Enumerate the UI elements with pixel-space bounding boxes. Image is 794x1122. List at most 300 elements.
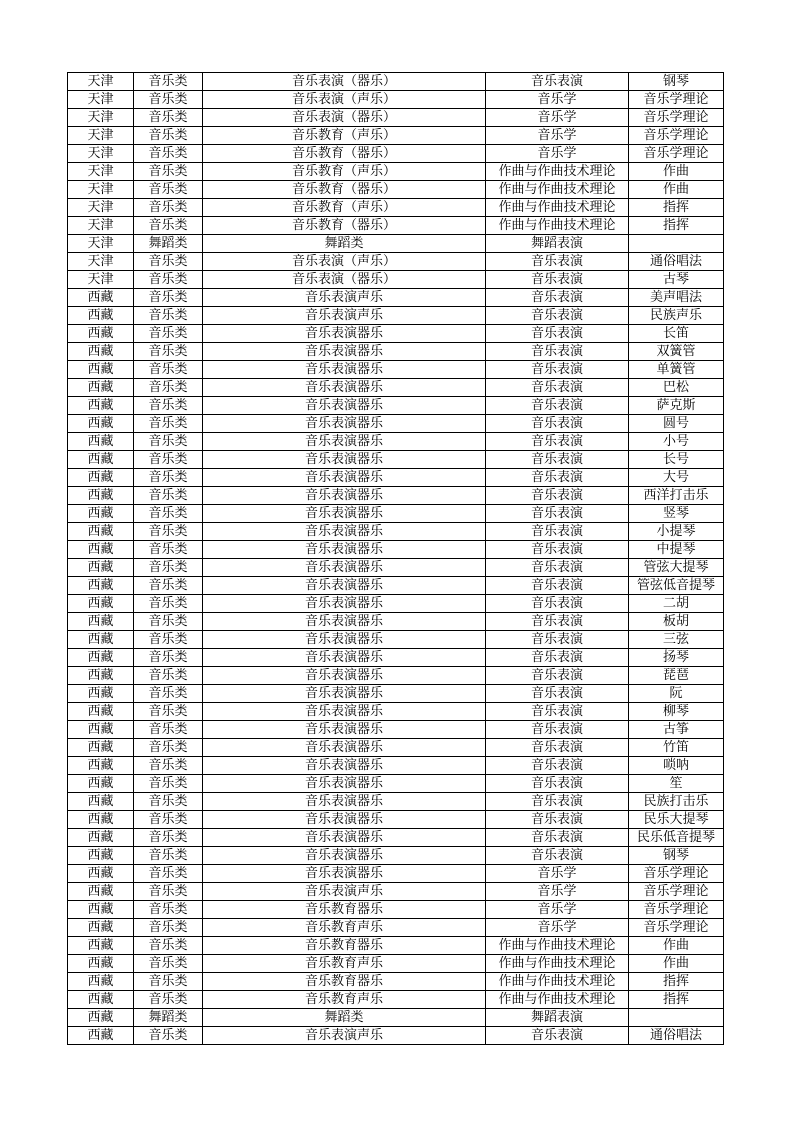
table-row [68,973,724,991]
category-cell: 音乐类 [134,703,203,721]
exam-category-cell: 音乐教育声乐 [203,919,486,937]
direction-cell: 指挥 [629,973,724,991]
category-cell: 音乐类 [134,847,203,865]
province-cell: 西藏 [68,829,134,847]
direction-cell: 古琴 [629,271,724,289]
table-row [68,109,724,127]
category-cell: 音乐类 [134,181,203,199]
major-cell: 音乐表演 [486,613,629,631]
table-row [68,469,724,487]
exam-category-cell: 音乐表演声乐 [203,883,486,901]
province-cell: 天津 [68,181,134,199]
category-cell: 音乐类 [134,253,203,271]
direction-cell: 钢琴 [629,847,724,865]
category-cell: 音乐类 [134,109,203,127]
exam-category-cell: 音乐教育（器乐） [203,145,486,163]
table-row [68,649,724,667]
province-cell: 西藏 [68,757,134,775]
direction-cell: 双簧管 [629,343,724,361]
category-cell: 音乐类 [134,883,203,901]
table-row [68,775,724,793]
exam-category-cell: 音乐教育（声乐） [203,199,486,217]
category-cell: 音乐类 [134,559,203,577]
exam-category-cell: 音乐表演器乐 [203,451,486,469]
province-cell: 西藏 [68,955,134,973]
category-cell: 音乐类 [134,451,203,469]
province-cell: 天津 [68,271,134,289]
table-row [68,379,724,397]
direction-cell [629,1009,724,1027]
direction-cell: 长号 [629,451,724,469]
exam-category-cell: 音乐表演器乐 [203,595,486,613]
exam-category-cell: 音乐教育（器乐） [203,181,486,199]
exam-category-cell: 音乐表演器乐 [203,415,486,433]
major-cell: 音乐表演 [486,307,629,325]
table-row [68,829,724,847]
direction-cell: 板胡 [629,613,724,631]
table-row [68,289,724,307]
category-cell: 音乐类 [134,649,203,667]
province-cell: 西藏 [68,577,134,595]
table-row [68,667,724,685]
direction-cell: 阮 [629,685,724,703]
direction-cell: 音乐学理论 [629,901,724,919]
category-cell: 音乐类 [134,163,203,181]
major-cell: 音乐表演 [486,397,629,415]
direction-cell: 民族声乐 [629,307,724,325]
direction-cell: 大号 [629,469,724,487]
exam-category-cell: 音乐教育器乐 [203,973,486,991]
province-cell: 西藏 [68,595,134,613]
province-cell: 天津 [68,235,134,253]
province-cell: 天津 [68,163,134,181]
direction-cell: 作曲 [629,181,724,199]
province-cell: 西藏 [68,901,134,919]
table-row [68,127,724,145]
table-row [68,631,724,649]
major-cell: 音乐表演 [486,559,629,577]
direction-cell: 美声唱法 [629,289,724,307]
direction-cell: 小号 [629,433,724,451]
exam-category-cell: 音乐表演器乐 [203,559,486,577]
major-cell: 音乐表演 [486,433,629,451]
direction-cell: 音乐学理论 [629,91,724,109]
table-row [68,1009,724,1027]
exam-category-cell: 音乐教育（声乐） [203,127,486,145]
province-cell: 西藏 [68,883,134,901]
province-cell: 西藏 [68,469,134,487]
category-cell: 音乐类 [134,937,203,955]
table-row [68,451,724,469]
major-cell: 音乐表演 [486,793,629,811]
exam-category-cell: 舞蹈类 [203,1009,486,1027]
province-cell: 西藏 [68,379,134,397]
province-cell: 西藏 [68,1009,134,1027]
province-cell: 西藏 [68,541,134,559]
data-table [67,72,724,1045]
exam-category-cell: 音乐教育声乐 [203,991,486,1009]
province-cell: 西藏 [68,739,134,757]
exam-category-cell: 音乐教育器乐 [203,901,486,919]
table-row [68,523,724,541]
category-cell: 音乐类 [134,199,203,217]
direction-cell: 指挥 [629,199,724,217]
table-row [68,199,724,217]
category-cell: 音乐类 [134,613,203,631]
table-row [68,703,724,721]
table-row [68,145,724,163]
table-row [68,577,724,595]
province-cell: 西藏 [68,307,134,325]
table-row [68,865,724,883]
table-row [68,559,724,577]
exam-category-cell: 音乐表演器乐 [203,379,486,397]
exam-category-cell: 音乐表演（器乐） [203,271,486,289]
major-cell: 音乐表演 [486,703,629,721]
exam-category-cell: 音乐表演器乐 [203,739,486,757]
category-cell: 音乐类 [134,919,203,937]
table-row [68,217,724,235]
exam-category-cell: 音乐表演器乐 [203,757,486,775]
direction-cell: 音乐学理论 [629,865,724,883]
category-cell: 音乐类 [134,829,203,847]
direction-cell: 通俗唱法 [629,253,724,271]
table-row [68,541,724,559]
major-cell: 音乐表演 [486,757,629,775]
exam-category-cell: 音乐表演器乐 [203,847,486,865]
direction-cell: 指挥 [629,991,724,1009]
major-cell: 音乐表演 [486,451,629,469]
major-cell: 音乐表演 [486,415,629,433]
exam-category-cell: 音乐表演器乐 [203,433,486,451]
category-cell: 音乐类 [134,379,203,397]
major-cell: 音乐表演 [486,505,629,523]
direction-cell: 民族打击乐 [629,793,724,811]
province-cell: 天津 [68,199,134,217]
direction-cell: 通俗唱法 [629,1027,724,1045]
category-cell: 音乐类 [134,901,203,919]
category-cell: 音乐类 [134,145,203,163]
province-cell: 西藏 [68,487,134,505]
exam-category-cell: 音乐表演器乐 [203,523,486,541]
province-cell: 西藏 [68,325,134,343]
exam-category-cell: 音乐表演器乐 [203,613,486,631]
major-cell: 音乐表演 [486,577,629,595]
category-cell: 音乐类 [134,973,203,991]
exam-category-cell: 音乐表演器乐 [203,865,486,883]
exam-category-cell: 音乐表演器乐 [203,793,486,811]
table-row [68,1027,724,1045]
exam-category-cell: 音乐表演器乐 [203,829,486,847]
table-row [68,307,724,325]
table-row [68,739,724,757]
major-cell: 音乐学 [486,919,629,937]
province-cell: 天津 [68,109,134,127]
table-row [68,613,724,631]
major-cell: 舞蹈表演 [486,235,629,253]
direction-cell: 音乐学理论 [629,919,724,937]
table-row [68,397,724,415]
province-cell: 西藏 [68,631,134,649]
category-cell: 音乐类 [134,811,203,829]
province-cell: 西藏 [68,937,134,955]
direction-cell [629,235,724,253]
direction-cell: 音乐学理论 [629,109,724,127]
table-body [68,73,724,1045]
province-cell: 西藏 [68,703,134,721]
major-cell: 音乐表演 [486,343,629,361]
province-cell: 西藏 [68,865,134,883]
table-row [68,343,724,361]
major-cell: 音乐表演 [486,847,629,865]
category-cell: 音乐类 [134,595,203,613]
province-cell: 西藏 [68,613,134,631]
direction-cell: 竹笛 [629,739,724,757]
category-cell: 音乐类 [134,73,203,91]
major-cell: 音乐表演 [486,595,629,613]
province-cell: 西藏 [68,433,134,451]
category-cell: 音乐类 [134,865,203,883]
major-cell: 音乐表演 [486,379,629,397]
exam-category-cell: 音乐教育器乐 [203,937,486,955]
major-cell: 音乐学 [486,109,629,127]
table-row [68,685,724,703]
major-cell: 音乐表演 [486,523,629,541]
exam-category-cell: 音乐表演器乐 [203,775,486,793]
exam-category-cell: 音乐表演器乐 [203,721,486,739]
province-cell: 天津 [68,253,134,271]
province-cell: 西藏 [68,451,134,469]
province-cell: 西藏 [68,523,134,541]
category-cell: 音乐类 [134,775,203,793]
exam-category-cell: 音乐表演器乐 [203,703,486,721]
table-row [68,595,724,613]
major-cell: 音乐表演 [486,649,629,667]
direction-cell: 钢琴 [629,73,724,91]
province-cell: 天津 [68,217,134,235]
exam-category-cell: 音乐表演声乐 [203,1027,486,1045]
province-cell: 天津 [68,91,134,109]
exam-category-cell: 音乐表演器乐 [203,667,486,685]
major-cell: 音乐表演 [486,325,629,343]
major-cell: 音乐表演 [486,253,629,271]
major-cell: 音乐表演 [486,631,629,649]
table-row [68,433,724,451]
direction-cell: 单簧管 [629,361,724,379]
major-cell: 作曲与作曲技术理论 [486,955,629,973]
category-cell: 音乐类 [134,991,203,1009]
category-cell: 音乐类 [134,631,203,649]
major-cell: 音乐学 [486,91,629,109]
direction-cell: 唢呐 [629,757,724,775]
category-cell: 音乐类 [134,577,203,595]
direction-cell: 琵琶 [629,667,724,685]
direction-cell: 音乐学理论 [629,883,724,901]
major-cell: 音乐学 [486,883,629,901]
major-cell: 舞蹈表演 [486,1009,629,1027]
category-cell: 音乐类 [134,433,203,451]
direction-cell: 圆号 [629,415,724,433]
province-cell: 天津 [68,145,134,163]
major-cell: 音乐表演 [486,829,629,847]
direction-cell: 作曲 [629,937,724,955]
province-cell: 西藏 [68,559,134,577]
category-cell: 音乐类 [134,91,203,109]
province-cell: 西藏 [68,919,134,937]
major-cell: 音乐学 [486,127,629,145]
table-row [68,883,724,901]
province-cell: 天津 [68,127,134,145]
table-row [68,937,724,955]
table-row [68,991,724,1009]
exam-category-cell: 音乐教育声乐 [203,955,486,973]
exam-category-cell: 音乐表演器乐 [203,469,486,487]
major-cell: 作曲与作曲技术理论 [486,163,629,181]
major-cell: 音乐学 [486,901,629,919]
direction-cell: 竖琴 [629,505,724,523]
category-cell: 音乐类 [134,523,203,541]
direction-cell: 三弦 [629,631,724,649]
province-cell: 西藏 [68,991,134,1009]
province-cell: 西藏 [68,793,134,811]
major-cell: 音乐表演 [486,667,629,685]
major-cell: 音乐表演 [486,487,629,505]
province-cell: 西藏 [68,289,134,307]
table-row [68,361,724,379]
category-cell: 音乐类 [134,307,203,325]
direction-cell: 管弦低音提琴 [629,577,724,595]
province-cell: 西藏 [68,811,134,829]
category-cell: 音乐类 [134,739,203,757]
major-cell: 音乐表演 [486,811,629,829]
exam-category-cell: 音乐表演器乐 [203,397,486,415]
exam-category-cell: 音乐表演器乐 [203,631,486,649]
table-row [68,847,724,865]
province-cell: 西藏 [68,847,134,865]
major-cell: 音乐表演 [486,469,629,487]
direction-cell: 民乐低音提琴 [629,829,724,847]
table-row [68,955,724,973]
category-cell: 音乐类 [134,361,203,379]
category-cell: 音乐类 [134,469,203,487]
exam-category-cell: 音乐表演（声乐） [203,253,486,271]
category-cell: 音乐类 [134,325,203,343]
province-cell: 西藏 [68,505,134,523]
direction-cell: 长笛 [629,325,724,343]
province-cell: 西藏 [68,397,134,415]
category-cell: 音乐类 [134,487,203,505]
category-cell: 音乐类 [134,343,203,361]
exam-category-cell: 音乐表演（器乐） [203,109,486,127]
exam-category-cell: 音乐教育（声乐） [203,163,486,181]
direction-cell: 萨克斯 [629,397,724,415]
major-cell: 作曲与作曲技术理论 [486,937,629,955]
exam-category-cell: 音乐表演器乐 [203,577,486,595]
major-cell: 音乐表演 [486,721,629,739]
direction-cell: 二胡 [629,595,724,613]
exam-category-cell: 音乐表演器乐 [203,325,486,343]
exam-category-cell: 音乐表演（器乐） [203,73,486,91]
category-cell: 音乐类 [134,217,203,235]
direction-cell: 巴松 [629,379,724,397]
province-cell: 西藏 [68,649,134,667]
direction-cell: 古筝 [629,721,724,739]
table-row [68,181,724,199]
direction-cell: 小提琴 [629,523,724,541]
province-cell: 西藏 [68,1027,134,1045]
exam-category-cell: 音乐表演声乐 [203,307,486,325]
category-cell: 音乐类 [134,667,203,685]
direction-cell: 扬琴 [629,649,724,667]
exam-category-cell: 音乐表演（声乐） [203,91,486,109]
direction-cell: 音乐学理论 [629,145,724,163]
category-cell: 音乐类 [134,721,203,739]
exam-category-cell: 音乐表演声乐 [203,289,486,307]
table-row [68,91,724,109]
table-row [68,757,724,775]
exam-category-cell: 音乐表演器乐 [203,685,486,703]
category-cell: 舞蹈类 [134,235,203,253]
category-cell: 音乐类 [134,289,203,307]
direction-cell: 中提琴 [629,541,724,559]
table-row [68,811,724,829]
category-cell: 音乐类 [134,505,203,523]
province-cell: 西藏 [68,685,134,703]
table-row [68,487,724,505]
category-cell: 舞蹈类 [134,1009,203,1027]
major-cell: 音乐表演 [486,289,629,307]
province-cell: 西藏 [68,415,134,433]
province-cell: 西藏 [68,343,134,361]
table-row [68,415,724,433]
major-cell: 作曲与作曲技术理论 [486,991,629,1009]
exam-category-cell: 音乐表演器乐 [203,505,486,523]
direction-cell: 作曲 [629,163,724,181]
major-cell: 音乐表演 [486,73,629,91]
direction-cell: 民乐大提琴 [629,811,724,829]
table-row [68,901,724,919]
table-row [68,793,724,811]
direction-cell: 音乐学理论 [629,127,724,145]
province-cell: 西藏 [68,721,134,739]
exam-category-cell: 舞蹈类 [203,235,486,253]
table-row [68,505,724,523]
table-row [68,721,724,739]
major-cell: 音乐表演 [486,361,629,379]
major-cell: 音乐表演 [486,739,629,757]
table-row [68,325,724,343]
major-cell: 音乐学 [486,145,629,163]
table-row [68,235,724,253]
table-row [68,919,724,937]
exam-category-cell: 音乐表演器乐 [203,361,486,379]
category-cell: 音乐类 [134,757,203,775]
major-cell: 作曲与作曲技术理论 [486,199,629,217]
table-row [68,163,724,181]
direction-cell: 管弦大提琴 [629,559,724,577]
major-cell: 音乐表演 [486,541,629,559]
category-cell: 音乐类 [134,955,203,973]
province-cell: 天津 [68,73,134,91]
direction-cell: 指挥 [629,217,724,235]
major-cell: 作曲与作曲技术理论 [486,973,629,991]
major-cell: 作曲与作曲技术理论 [486,217,629,235]
table-row [68,271,724,289]
exam-category-cell: 音乐表演器乐 [203,811,486,829]
province-cell: 西藏 [68,361,134,379]
table-row [68,73,724,91]
direction-cell: 柳琴 [629,703,724,721]
